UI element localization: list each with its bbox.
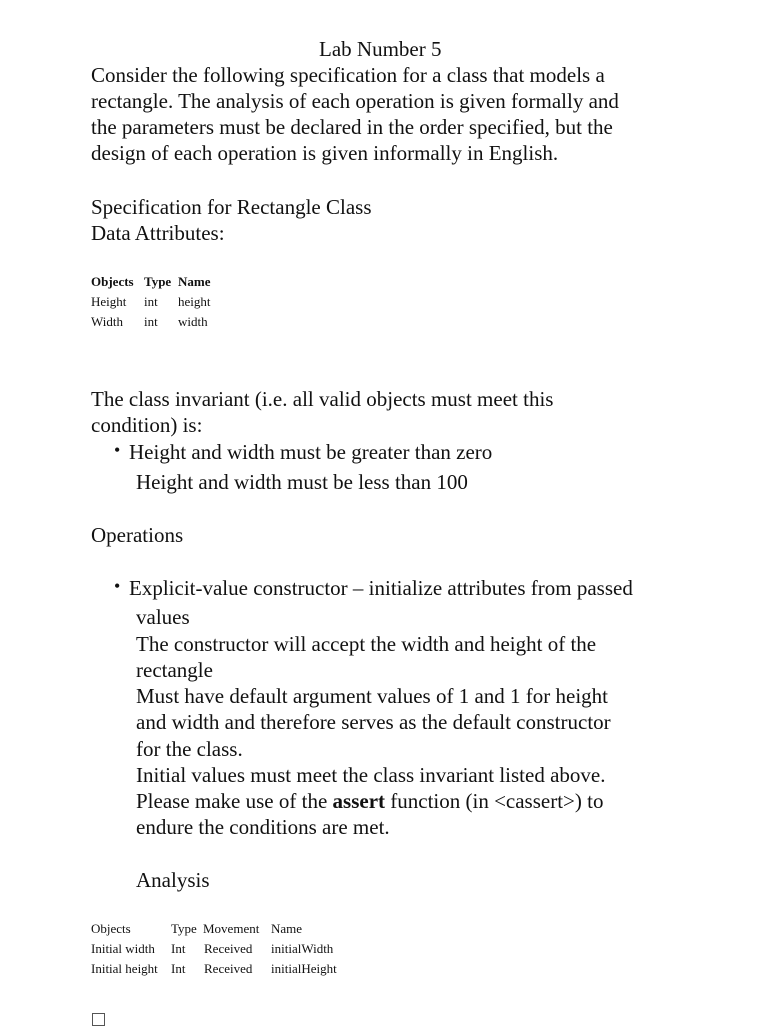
intro-line: the parameters must be declared in the order specified, but the (91, 115, 613, 139)
intro-line: design of each operation is given informally in English. (91, 141, 559, 165)
operation-line: The constructor will accept the width and height of the (136, 632, 597, 656)
bullet-icon: • (114, 576, 121, 596)
table-cell: Initial width (91, 941, 155, 956)
bullet-icon: • (114, 440, 121, 460)
table-cell: initialWidth (271, 941, 334, 956)
operations-heading: Operations (91, 523, 184, 547)
col-header-name: Name (178, 274, 211, 289)
table-cell: Received (204, 961, 253, 976)
operation-line: and width and therefore serves as the default constructor (136, 710, 611, 734)
col-header-name: Name (271, 921, 303, 936)
table-cell: initialHeight (271, 961, 337, 976)
invariant-line: condition) is: (91, 413, 203, 437)
data-attributes-heading: Data Attributes: (91, 221, 225, 245)
intro-line: rectangle. The analysis of each operation is given formally and (91, 89, 619, 113)
table-cell: Width (91, 314, 123, 329)
intro-line: Consider the following specification for a class that models a (91, 63, 605, 87)
invariant-item: Height and width must be greater than zero (129, 440, 493, 464)
operation-line: Must have default argument values of 1 and 1 for height (136, 684, 608, 708)
col-header-type: Type (171, 921, 197, 936)
operation-line: values (136, 605, 190, 629)
invariant-item: Height and width must be less than 100 (136, 470, 468, 494)
col-header-type: Type (144, 274, 172, 289)
table-cell: Int (171, 941, 186, 956)
spec-heading: Specification for Rectangle Class (91, 195, 372, 219)
operation-line: for the class. (136, 737, 243, 761)
table-cell: Initial height (91, 961, 158, 976)
col-header-objects: Objects (91, 274, 134, 289)
table-cell: Int (171, 961, 186, 976)
page-title: Lab Number 5 (319, 37, 442, 61)
col-header-objects: Objects (91, 921, 131, 936)
table-cell: height (178, 294, 211, 309)
assert-line-before: Please make use of the (136, 789, 333, 813)
table-cell: int (144, 314, 158, 329)
table-cell: width (178, 314, 208, 329)
assert-keyword: assert (332, 789, 386, 813)
operation-line: Explicit-value constructor – initialize attributes from passed (129, 576, 633, 600)
invariant-line: The class invariant (i.e. all valid objects must meet this (91, 387, 554, 411)
assert-line (136, 788, 603, 814)
table-cell: int (144, 294, 158, 309)
assert-line-after: function (in <cassert>) to (385, 789, 604, 813)
table-cell: Received (204, 941, 253, 956)
operation-line: rectangle (136, 658, 213, 682)
analysis-heading: Analysis (136, 868, 210, 892)
operation-line: Initial values must meet the class invariant listed above. (136, 763, 606, 787)
col-header-movement: Movement (203, 921, 260, 936)
checkbox-icon[interactable] (92, 1013, 105, 1026)
table-cell: Height (91, 294, 127, 309)
assert-line-2: endure the conditions are met. (136, 815, 390, 839)
